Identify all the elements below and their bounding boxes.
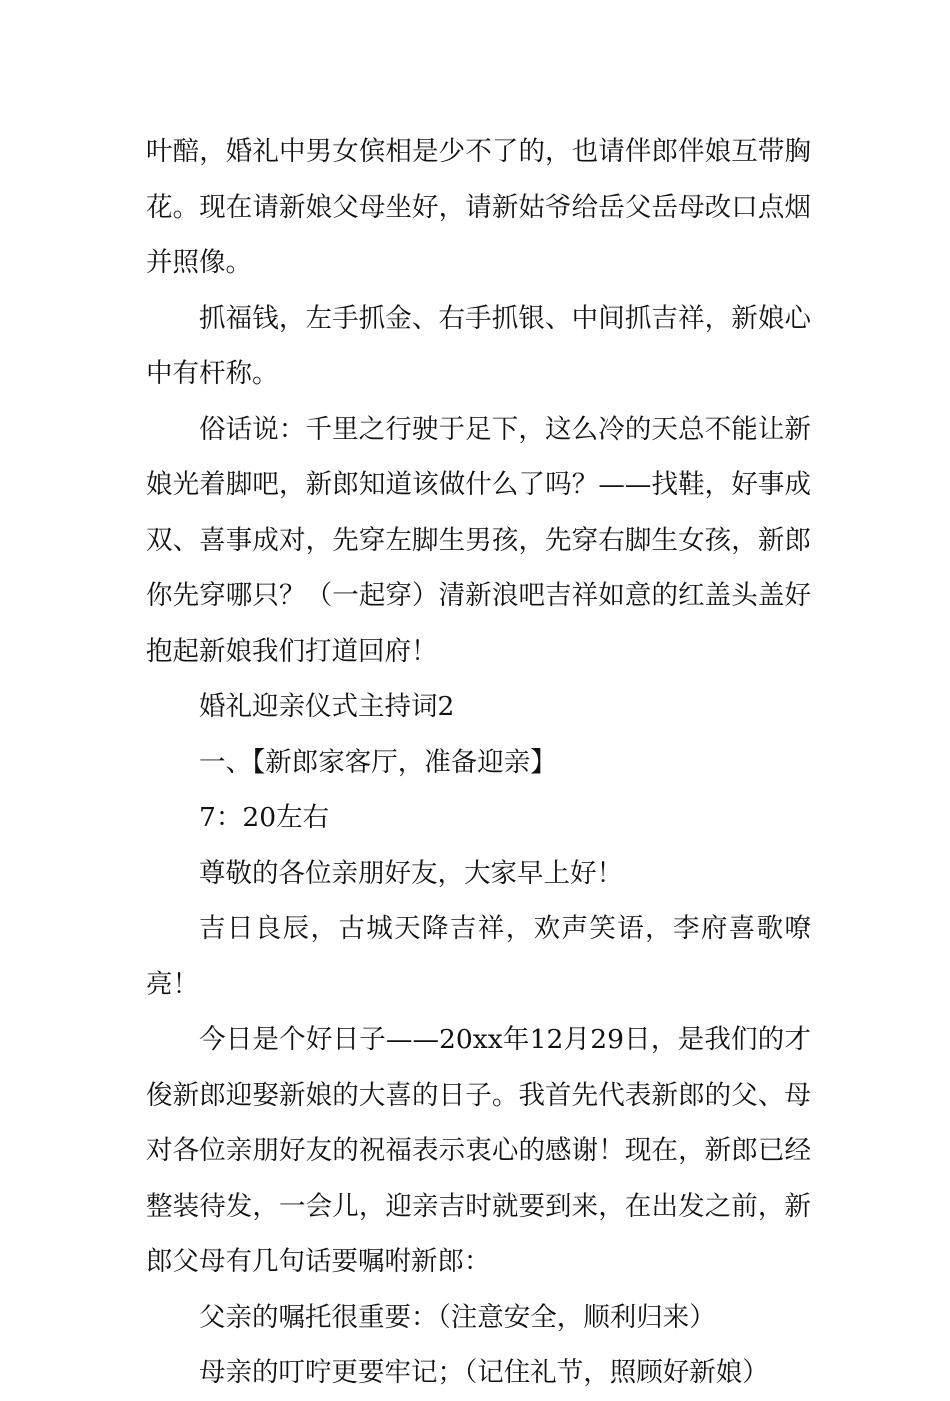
document-body <box>146 124 811 1401</box>
paragraph: 吉日良辰，古城天降吉祥，欢声笑语，李府喜歌嘹亮！ <box>146 913 811 1000</box>
paragraph: 母亲的叮咛更要牢记；（记住礼节，照顾好新娘） <box>199 1357 769 1388</box>
section-heading: 婚礼迎亲仪式主持词2 <box>199 691 455 722</box>
paragraph: 叶醅，婚礼中男女傧相是少不了的，也请伴郎伴娘互带胸花。现在请新娘父母坐好，请新姑爷给岳父岳母改口点烟并照像。 <box>146 136 811 278</box>
time-note: 7：20左右 <box>199 802 330 833</box>
paragraph: 俗话说：千里之行驶于足下，这么冷的天总不能让新娘光着脚吧，新郎知道该做什么了吗？——找鞋，好事成双、喜事成对，先穿左脚生男孩，先穿右脚生女孩，新郎你先穿哪只？（一起穿）清新浪吧吉祥如意的红盖头盖好抱起新娘我们打道回府！ <box>146 413 811 667</box>
subsection-heading: 一、【新郎家客厅，准备迎亲】 <box>199 746 557 778</box>
paragraph: 父亲的嘱托很重要：（注意安全，顺利归来） <box>199 1301 716 1333</box>
paragraph: 抓福钱，左手抓金、右手抓银、中间抓吉祥，新娘心中有杆称。 <box>146 302 811 389</box>
paragraph: 尊敬的各位亲朋好友，大家早上好！ <box>199 857 623 889</box>
paragraph: 今日是个好日子——20xx年12月29日，是我们的才俊新郎迎娶新娘的大喜的日子。我首先代表新郎的父、母对各位亲朋好友的祝福表示衷心的感谢！现在，新郎已经整装待发，一会儿，迎亲吉时就要到来，在出发之前，新郎父母有几句话要嘱咐新郎： <box>146 1024 811 1277</box>
